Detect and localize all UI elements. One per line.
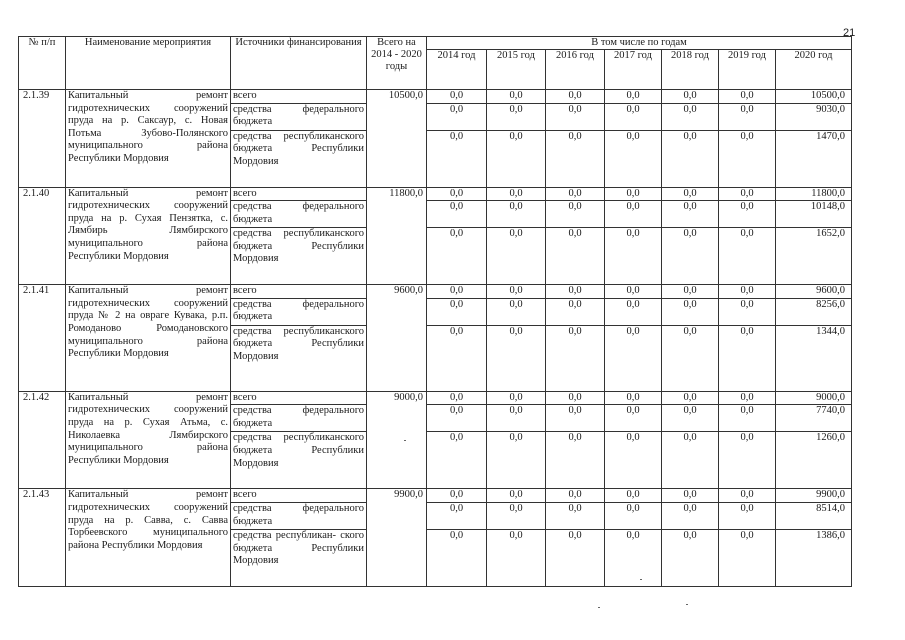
year-value: 0,0 xyxy=(546,201,605,228)
year-value: 0,0 xyxy=(427,298,487,325)
funding-source: средства республиканского бюджета Республики Мордовия xyxy=(231,228,367,285)
year-value: 0,0 xyxy=(427,529,487,586)
table-row xyxy=(19,391,852,405)
year-value: 0,0 xyxy=(427,432,487,489)
year-value: 11800,0 xyxy=(776,187,852,201)
year-value: 0,0 xyxy=(605,405,662,432)
header-name: Наименование мероприятия xyxy=(66,37,231,90)
year-value: 0,0 xyxy=(662,325,719,391)
year-value: 0,0 xyxy=(719,502,776,529)
year-value: 0,0 xyxy=(662,405,719,432)
year-value: 0,0 xyxy=(605,90,662,104)
year-value: 0,0 xyxy=(546,187,605,201)
table-body xyxy=(19,90,852,587)
activity-name: Капитальный ремонт гидротехнических сооружений пруда на р. Саксаур, с. Новая Потьма Зубово-Полянского муниципального района Республики Мордовия xyxy=(66,90,231,188)
year-value: 0,0 xyxy=(487,130,546,187)
funding-source: всего xyxy=(231,187,367,201)
year-value: 0,0 xyxy=(719,103,776,130)
year-value: 0,0 xyxy=(719,391,776,405)
scan-speck xyxy=(686,604,688,605)
year-value: 1386,0 xyxy=(776,529,852,586)
year-value: 0,0 xyxy=(546,285,605,299)
total-amount: 9900,0 xyxy=(367,489,427,587)
year-value: 1652,0 xyxy=(776,228,852,285)
header-year: 2018 год xyxy=(662,50,719,90)
year-value: 0,0 xyxy=(662,489,719,503)
year-value: 1260,0 xyxy=(776,432,852,489)
scan-speck xyxy=(598,607,600,608)
year-value: 0,0 xyxy=(427,502,487,529)
year-value: 0,0 xyxy=(605,201,662,228)
year-value: 0,0 xyxy=(546,103,605,130)
table-row xyxy=(19,285,852,299)
year-value: 0,0 xyxy=(605,130,662,187)
header-year: 2017 год xyxy=(605,50,662,90)
activity-name: Капитальный ремонт гидротехнических сооружений пруда на р. Савва, с. Савва Торбеевского муниципального района Республики Мордовия xyxy=(66,489,231,587)
year-value: 0,0 xyxy=(546,502,605,529)
year-value: 0,0 xyxy=(605,325,662,391)
scan-speck xyxy=(640,579,642,580)
funding-source: средства республикан- ского бюджета Республики Мордовия xyxy=(231,529,367,586)
year-value: 0,0 xyxy=(546,489,605,503)
year-value: 0,0 xyxy=(662,502,719,529)
year-value: 7740,0 xyxy=(776,405,852,432)
activity-name: Капитальный ремонт гидротехнических сооружений пруда на р. Сухая Атьма, с. Николаевка Лямбирского муниципального района Республики Мордовия xyxy=(66,391,231,489)
header-year: 2014 год xyxy=(427,50,487,90)
total-amount: 9600,0 xyxy=(367,285,427,392)
year-value: 0,0 xyxy=(605,103,662,130)
year-value: 0,0 xyxy=(719,325,776,391)
year-value: 0,0 xyxy=(427,103,487,130)
year-value: 0,0 xyxy=(487,325,546,391)
header-total: Всего на 2014 - 2020 годы xyxy=(367,37,427,90)
year-value: 0,0 xyxy=(662,90,719,104)
header-num: № п/п xyxy=(19,37,66,90)
year-value: 0,0 xyxy=(605,529,662,586)
year-value: 0,0 xyxy=(605,489,662,503)
funding-source: всего xyxy=(231,285,367,299)
year-value: 0,0 xyxy=(487,187,546,201)
row-id: 2.1.42 xyxy=(19,391,66,489)
year-value: 0,0 xyxy=(427,130,487,187)
activity-name: Капитальный ремонт гидротехнических сооружений пруда № 2 на овраге Кувака, р.п. Ромоданово Ромодановского муниципального района Республики Мордовия xyxy=(66,285,231,392)
funding-source: всего xyxy=(231,391,367,405)
funding-table xyxy=(18,36,852,587)
year-value: 0,0 xyxy=(719,90,776,104)
year-value: 0,0 xyxy=(719,228,776,285)
year-value: 0,0 xyxy=(662,228,719,285)
header-year: 2020 год xyxy=(776,50,852,90)
year-value: 10500,0 xyxy=(776,90,852,104)
year-value: 0,0 xyxy=(427,187,487,201)
year-value: 0,0 xyxy=(662,130,719,187)
year-value: 0,0 xyxy=(605,285,662,299)
year-value: 0,0 xyxy=(487,298,546,325)
year-value: 0,0 xyxy=(662,432,719,489)
year-value: 0,0 xyxy=(546,130,605,187)
year-value: 8514,0 xyxy=(776,502,852,529)
year-value: 0,0 xyxy=(487,529,546,586)
year-value: 9600,0 xyxy=(776,285,852,299)
year-value: 0,0 xyxy=(662,187,719,201)
year-value: 0,0 xyxy=(427,228,487,285)
year-value: 10148,0 xyxy=(776,201,852,228)
year-value: 0,0 xyxy=(662,285,719,299)
funding-source: средства федерального бюджета xyxy=(231,298,367,325)
year-value: 0,0 xyxy=(487,90,546,104)
total-amount: 11800,0 xyxy=(367,187,427,285)
funding-source: всего xyxy=(231,90,367,104)
year-value: 0,0 xyxy=(546,432,605,489)
year-value: 0,0 xyxy=(487,489,546,503)
year-value: 0,0 xyxy=(662,529,719,586)
row-id: 2.1.40 xyxy=(19,187,66,285)
table-row xyxy=(19,489,852,503)
funding-source: всего xyxy=(231,489,367,503)
year-value: 0,0 xyxy=(427,391,487,405)
row-id: 2.1.41 xyxy=(19,285,66,392)
year-value: 0,0 xyxy=(487,432,546,489)
year-value: 0,0 xyxy=(546,405,605,432)
header-source: Источники финансирования xyxy=(231,37,367,90)
year-value: 0,0 xyxy=(719,432,776,489)
year-value: 0,0 xyxy=(662,103,719,130)
year-value: 0,0 xyxy=(719,187,776,201)
table-row xyxy=(19,90,852,104)
year-value: 0,0 xyxy=(487,201,546,228)
header-year: 2016 год xyxy=(546,50,605,90)
year-value: 9000,0 xyxy=(776,391,852,405)
year-value: 1344,0 xyxy=(776,325,852,391)
year-value: 0,0 xyxy=(662,298,719,325)
year-value: 0,0 xyxy=(546,391,605,405)
table-header xyxy=(19,37,852,90)
year-value: 0,0 xyxy=(427,201,487,228)
year-value: 0,0 xyxy=(605,187,662,201)
header-year: 2015 год xyxy=(487,50,546,90)
funding-source: средства республиканского бюджета Республики Мордовия xyxy=(231,325,367,391)
year-value: 0,0 xyxy=(487,391,546,405)
year-value: 0,0 xyxy=(605,391,662,405)
year-value: 9030,0 xyxy=(776,103,852,130)
funding-source: средства федерального бюджета xyxy=(231,405,367,432)
year-value: 0,0 xyxy=(427,489,487,503)
funding-source: средства федерального бюджета xyxy=(231,502,367,529)
activity-name: Капитальный ремонт гидротехнических сооружений пруда на р. Сухая Пензятка, с. Лямбирь Лямбирского муниципального района Республики Мордовия xyxy=(66,187,231,285)
scan-speck xyxy=(404,440,406,441)
year-value: 8256,0 xyxy=(776,298,852,325)
year-value: 0,0 xyxy=(719,405,776,432)
year-value: 0,0 xyxy=(719,201,776,228)
funding-source: средства республиканского бюджета Республики Мордовия xyxy=(231,130,367,187)
year-value: 0,0 xyxy=(605,502,662,529)
year-value: 0,0 xyxy=(487,103,546,130)
year-value: 0,0 xyxy=(719,489,776,503)
year-value: 0,0 xyxy=(719,130,776,187)
year-value: 0,0 xyxy=(605,228,662,285)
year-value: 0,0 xyxy=(427,285,487,299)
year-value: 0,0 xyxy=(487,285,546,299)
year-value: 0,0 xyxy=(662,391,719,405)
year-value: 0,0 xyxy=(719,529,776,586)
year-value: 9900,0 xyxy=(776,489,852,503)
year-value: 0,0 xyxy=(427,90,487,104)
year-value: 0,0 xyxy=(605,432,662,489)
year-value: 0,0 xyxy=(487,502,546,529)
year-value: 0,0 xyxy=(487,405,546,432)
year-value: 0,0 xyxy=(605,298,662,325)
year-value: 1470,0 xyxy=(776,130,852,187)
header-year: 2019 год xyxy=(719,50,776,90)
year-value: 0,0 xyxy=(427,405,487,432)
year-value: 0,0 xyxy=(487,228,546,285)
year-value: 0,0 xyxy=(719,285,776,299)
year-value: 0,0 xyxy=(546,228,605,285)
year-value: 0,0 xyxy=(546,529,605,586)
total-amount: 9000,0 xyxy=(367,391,427,489)
total-amount: 10500,0 xyxy=(367,90,427,188)
year-value: 0,0 xyxy=(546,325,605,391)
funding-source: средства республиканского бюджета Республики Мордовия xyxy=(231,432,367,489)
year-value: 0,0 xyxy=(662,201,719,228)
funding-source: средства федерального бюджета xyxy=(231,103,367,130)
year-value: 0,0 xyxy=(546,90,605,104)
year-value: 0,0 xyxy=(719,298,776,325)
row-id: 2.1.39 xyxy=(19,90,66,188)
row-id: 2.1.43 xyxy=(19,489,66,587)
table-row xyxy=(19,187,852,201)
header-years-group: В том числе по годам xyxy=(427,37,852,50)
page-number: 21 xyxy=(843,27,856,39)
year-value: 0,0 xyxy=(427,325,487,391)
year-value: 0,0 xyxy=(546,298,605,325)
funding-source: средства федерального бюджета xyxy=(231,201,367,228)
